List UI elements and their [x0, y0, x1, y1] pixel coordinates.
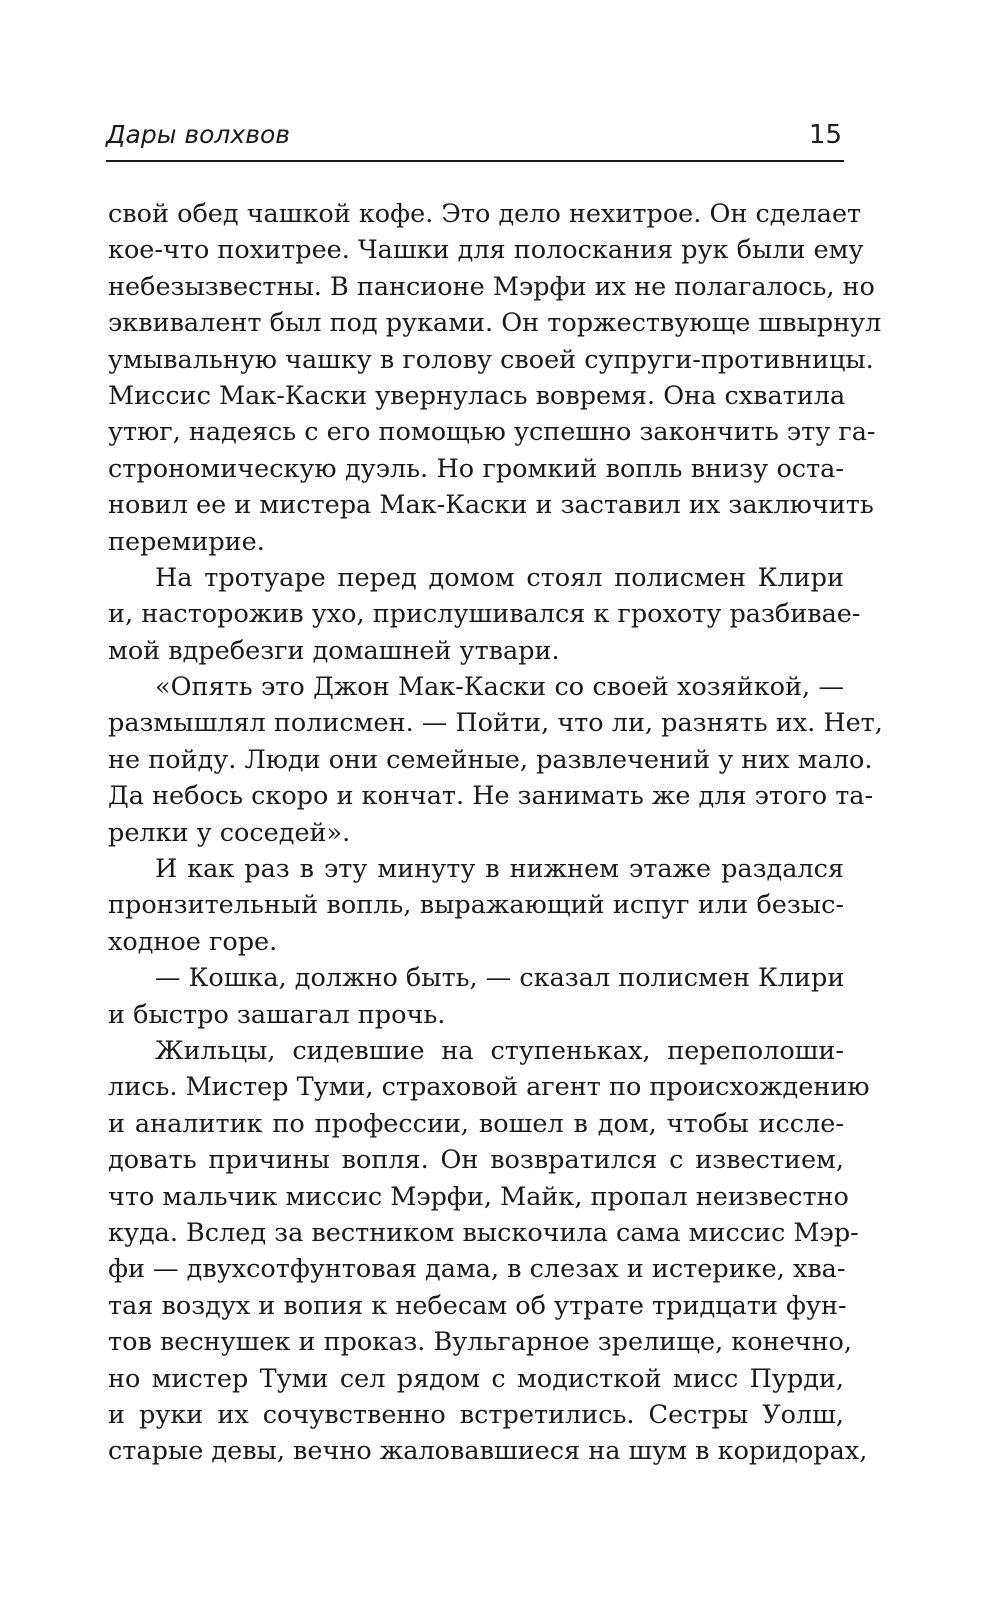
text-line: Миссис Мак-Каски увернулась вовремя. Она схватила	[108, 380, 846, 411]
running-header	[106, 116, 844, 162]
text-line: свой обед чашкой кофе. Это дело нехитрое. Он сделает	[108, 199, 862, 229]
text-line: Жильцы, сидевшие на ступеньках, переполоши-	[155, 1035, 844, 1066]
text-line: фи — двухсотфунтовая дама, в слезах и истерике, хва-	[108, 1254, 846, 1285]
text-line: пронзительный вопль, выражающий испуг или безыс-	[108, 890, 844, 921]
text-line: довать причины вопля. Он возвратился с известием,	[108, 1145, 844, 1176]
text-line: и быстро зашагал прочь.	[108, 999, 446, 1030]
text-line: тая воздух и вопия к небесам об утрате тридцати фун-	[108, 1290, 847, 1321]
text-line: эквивалент был под руками. Он торжествующе швырнул	[108, 308, 882, 339]
text-line: куда. Вслед за вестником выскочила сама миссис Мэр-	[108, 1217, 859, 1248]
text-line: строномическую дуэль. Но громкий вопль внизу оста-	[108, 453, 844, 484]
text-line: и руки их сочувственно встретились. Сестры Уолш,	[108, 1399, 844, 1430]
text-line: На тротуаре перед домом стоял полисмен Клири	[155, 562, 844, 593]
text-line: старые девы, вечно жаловавшиеся на шум в коридорах,	[108, 1436, 868, 1467]
text-line: небезызвестны. В пансионе Мэрфи их не полагалось, но	[108, 271, 875, 302]
text-line: новил ее и мистера Мак-Каски и заставил их заключить	[108, 490, 874, 521]
body-text	[108, 196, 883, 1470]
page-number: 15	[808, 120, 842, 150]
text-line: утюг, надеясь с его помощью успешно закончить эту га-	[108, 417, 876, 448]
text-line: «Опять это Джон Мак-Каски со своей хозяйкой, —	[155, 672, 844, 703]
text-line: и аналитик по профессии, вошел в дом, чтобы иссле-	[108, 1108, 844, 1139]
paragraph-6	[108, 1033, 870, 1470]
text-line: тов веснушек и проказ. Вульгарное зрелище, конечно,	[108, 1327, 852, 1358]
paragraph-1	[108, 196, 882, 560]
paragraph-4	[108, 851, 844, 960]
running-title: Дары волхвов	[106, 120, 290, 149]
text-line: не пойду. Люди они семейные, развлечений у них мало.	[108, 744, 873, 775]
text-line: что мальчик миссис Мэрфи, Майк, пропал неизвестно	[108, 1181, 849, 1212]
text-line: умывальную чашку в голову своей супруги-противницы.	[108, 344, 874, 375]
text-line: перемирие.	[108, 526, 265, 557]
text-line: размышлял полисмен. — Пойти, что ли, разнять их. Нет,	[108, 708, 883, 739]
text-line: и, насторожив ухо, прислушивался к грохоту разбивае-	[108, 599, 861, 630]
text-line: Да небось скоро и кончат. Не занимать же для этого та-	[108, 781, 874, 812]
text-line: И как раз в эту минуту в нижнем этаже раздался	[155, 854, 844, 885]
text-line: мой вдребезги домашней утвари.	[108, 635, 560, 666]
text-line: лись. Мистер Туми, страховой агент по происхождению	[108, 1072, 870, 1103]
text-line: — Кошка, должно быть, — сказал полисмен Клири	[155, 963, 845, 994]
text-line: релки у соседей».	[108, 817, 351, 848]
text-line: ходное горе.	[108, 926, 278, 957]
paragraph-2	[108, 560, 861, 669]
paragraph-3	[108, 669, 883, 851]
text-line: но мистер Туми сел рядом с модисткой мисс Пурди,	[108, 1363, 844, 1394]
paragraph-5	[108, 960, 844, 1033]
text-line: кое-что похитрее. Чашки для полоскания рук были ему	[108, 235, 864, 266]
